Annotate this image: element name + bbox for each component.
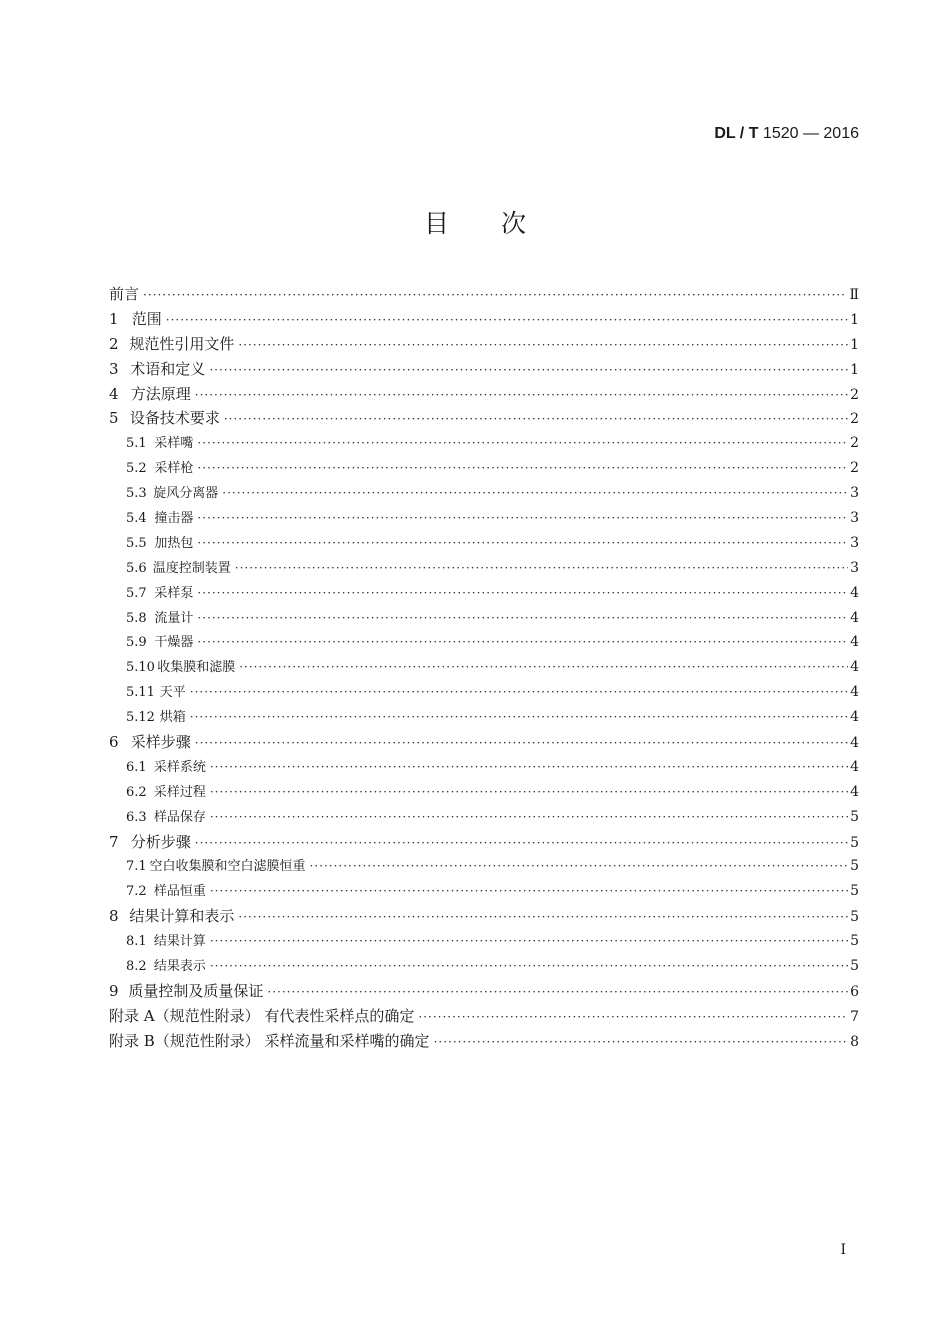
toc-entry-page: 2 xyxy=(850,411,859,428)
toc-dot-leader xyxy=(210,934,848,948)
toc-entry-page: 2 xyxy=(850,386,859,403)
toc-entry[interactable] xyxy=(109,607,859,632)
toc-dot-leader xyxy=(434,1035,849,1049)
toc-entry[interactable] xyxy=(109,557,859,582)
toc-entry[interactable] xyxy=(109,358,859,383)
toc-entry-number: 5.12 xyxy=(126,710,155,726)
toc-entry-page: 5 xyxy=(850,808,859,825)
toc-dot-leader xyxy=(222,486,848,500)
toc-entry[interactable] xyxy=(109,855,859,880)
toc-entry-label: 结果表示 xyxy=(153,959,206,975)
toc-dot-leader xyxy=(197,536,848,550)
toc-entry-number: 5.9 xyxy=(126,635,147,651)
toc-entry-label: 样品恒重 xyxy=(153,884,206,900)
toc-entry-label: 空白收集膜和空白滤膜恒重 xyxy=(149,859,306,875)
toc-entry-label: 方法原理 xyxy=(130,384,191,403)
toc-entry[interactable] xyxy=(109,333,859,358)
toc-entry-page: 1 xyxy=(850,361,859,378)
toc-entry-page: Ⅱ xyxy=(849,287,859,303)
toc-entry[interactable] xyxy=(109,283,859,308)
toc-entry-page: 3 xyxy=(850,559,859,576)
toc-dot-leader xyxy=(195,836,848,850)
toc-dot-leader xyxy=(197,461,848,475)
toc-entry-number: 3 xyxy=(109,359,119,378)
toc-entry[interactable] xyxy=(109,457,859,482)
toc-entry-label: 干燥器 xyxy=(154,635,194,651)
toc-entry-number: 5.1 xyxy=(126,436,147,452)
toc-entry-page: 4 xyxy=(850,709,859,726)
toc-entry-label: 采样枪 xyxy=(154,461,194,477)
toc-entry-page: 8 xyxy=(850,1033,859,1050)
toc-entry[interactable] xyxy=(109,681,859,706)
toc-entry[interactable] xyxy=(109,756,859,781)
toc-entry[interactable] xyxy=(109,1030,859,1055)
toc-dot-leader xyxy=(197,635,848,649)
toc-entry[interactable] xyxy=(109,308,859,333)
toc-entry-number: 7.1 xyxy=(126,859,147,875)
toc-entry-page: 3 xyxy=(850,534,859,551)
toc-entry-number: 8 xyxy=(109,907,119,926)
toc-entry-number: 6 xyxy=(109,733,119,752)
toc-entry-page: 5 xyxy=(850,958,859,975)
toc-entry-number: 5.5 xyxy=(126,535,147,551)
toc-entry-number: 5.10 xyxy=(126,660,155,676)
toc-entry-page: 5 xyxy=(850,858,859,875)
toc-entry-number: 6.1 xyxy=(126,759,147,775)
toc-entry-label: 附录 B（规范性附录） 采样流量和采样嘴的确定 xyxy=(109,1031,430,1050)
standard-code-prefix: DL / T xyxy=(714,125,759,142)
toc-entry-label: 采样过程 xyxy=(153,784,206,800)
toc-entry[interactable] xyxy=(109,582,859,607)
toc-dot-leader xyxy=(197,611,848,625)
toc-entry-number: 6.2 xyxy=(126,784,147,800)
toc-entry-page: 4 xyxy=(850,634,859,651)
toc-entry-label: 温度控制装置 xyxy=(152,560,231,576)
toc-entry[interactable] xyxy=(109,731,859,756)
toc-entry[interactable] xyxy=(109,383,859,408)
toc-entry-label: 采样系统 xyxy=(153,759,206,775)
toc-dot-leader xyxy=(197,436,848,450)
toc-dot-leader xyxy=(235,561,848,575)
toc-entry-number: 7.2 xyxy=(126,884,147,900)
toc-entry-label: 收集膜和滤膜 xyxy=(157,660,236,676)
toc-entry-page: 4 xyxy=(850,735,859,752)
toc-entry-number: 6.3 xyxy=(126,809,147,825)
toc-entry-number: 5.3 xyxy=(126,486,147,502)
toc-entry[interactable] xyxy=(109,880,859,905)
toc-entry-number: 8.1 xyxy=(126,934,147,950)
toc-entry-label: 范围 xyxy=(131,309,162,328)
toc-entry-label: 采样泵 xyxy=(154,585,194,601)
toc-entry-number: 2 xyxy=(109,334,119,353)
toc-dot-leader xyxy=(209,363,848,377)
toc-entry-label: 附录 A（规范性附录） 有代表性采样点的确定 xyxy=(109,1006,415,1025)
toc-entry-page: 1 xyxy=(850,336,859,353)
toc-entry-number: 5.11 xyxy=(126,685,155,701)
toc-entry-page: 6 xyxy=(850,983,859,1000)
toc-entry[interactable] xyxy=(109,532,859,557)
toc-entry-label: 流量计 xyxy=(154,610,194,626)
toc-dot-leader xyxy=(224,412,848,426)
toc-dot-leader xyxy=(210,760,848,774)
toc-entry[interactable] xyxy=(109,656,859,681)
toc-entry-label: 设备技术要求 xyxy=(129,409,220,428)
toc-dot-leader xyxy=(195,736,848,750)
toc-dot-leader xyxy=(210,810,848,824)
toc-entry[interactable] xyxy=(109,806,859,831)
toc-dot-leader xyxy=(418,1010,848,1024)
toc-dot-leader xyxy=(210,785,848,799)
toc-entry-label: 规范性引用文件 xyxy=(129,334,235,353)
toc-entry-label: 结果计算 xyxy=(153,934,206,950)
toc-entry-page: 5 xyxy=(850,909,859,926)
toc-entry-number: 7 xyxy=(109,832,119,851)
toc-entry-page: 2 xyxy=(850,435,859,452)
toc-entry-page: 4 xyxy=(850,609,859,626)
toc-entry-page: 4 xyxy=(850,783,859,800)
page-title: 目次 xyxy=(423,209,578,238)
toc-entry[interactable] xyxy=(109,1005,859,1030)
toc-entry[interactable] xyxy=(109,407,859,432)
toc-entry-number: 4 xyxy=(109,384,119,403)
toc-dot-leader xyxy=(197,511,848,525)
toc-entry-page: 3 xyxy=(850,485,859,502)
toc-entry-number: 8.2 xyxy=(126,959,147,975)
toc-entry-page: 4 xyxy=(850,758,859,775)
toc-entry-page: 5 xyxy=(850,933,859,950)
toc-entry-label: 术语和定义 xyxy=(130,359,206,378)
toc-entry-label: 旋风分离器 xyxy=(153,486,219,502)
toc-entry-page: 7 xyxy=(850,1008,859,1025)
toc-entry[interactable] xyxy=(109,482,859,507)
toc-entry-number: 9 xyxy=(109,981,119,1000)
toc-entry-label: 烘箱 xyxy=(159,710,186,726)
toc-dot-leader xyxy=(190,685,848,699)
toc-entry[interactable] xyxy=(109,980,859,1005)
toc-entry-label: 撞击器 xyxy=(154,511,194,527)
table-of-contents xyxy=(109,283,859,1055)
toc-dot-leader xyxy=(267,985,848,999)
toc-dot-leader xyxy=(143,288,847,302)
toc-dot-leader xyxy=(310,859,849,873)
toc-entry-page: 1 xyxy=(850,311,859,328)
toc-entry[interactable] xyxy=(109,432,859,457)
toc-entry-number: 1 xyxy=(109,309,119,328)
toc-dot-leader xyxy=(210,884,848,898)
toc-entry-label: 分析步骤 xyxy=(130,832,191,851)
toc-entry[interactable] xyxy=(109,706,859,731)
toc-dot-leader xyxy=(197,586,848,600)
toc-dot-leader xyxy=(190,710,848,724)
toc-dot-leader xyxy=(238,910,848,924)
toc-entry-label: 样品保存 xyxy=(153,809,206,825)
toc-dot-leader xyxy=(239,660,848,674)
toc-entry-page: 4 xyxy=(850,684,859,701)
toc-entry-label: 天平 xyxy=(159,685,186,701)
toc-entry-page: 2 xyxy=(850,460,859,477)
toc-entry[interactable] xyxy=(109,905,859,930)
toc-entry-number: 5.6 xyxy=(126,560,147,576)
toc-entry-page: 5 xyxy=(850,834,859,851)
toc-entry-number: 5 xyxy=(109,409,119,428)
toc-entry[interactable] xyxy=(109,781,859,806)
toc-entry[interactable] xyxy=(109,507,859,532)
toc-entry[interactable] xyxy=(109,631,859,656)
toc-entry-number: 5.4 xyxy=(126,511,147,527)
toc-entry-label: 采样嘴 xyxy=(154,436,194,452)
toc-entry[interactable] xyxy=(109,930,859,955)
toc-entry-label: 前言 xyxy=(109,285,140,303)
toc-dot-leader xyxy=(210,959,848,973)
toc-dot-leader xyxy=(195,388,848,402)
toc-dot-leader xyxy=(238,338,848,352)
toc-entry-label: 加热包 xyxy=(154,535,194,551)
toc-entry-page: 4 xyxy=(850,659,859,676)
toc-entry-page: 5 xyxy=(850,883,859,900)
toc-entry-label: 结果计算和表示 xyxy=(129,907,235,926)
standard-code xyxy=(714,125,859,143)
toc-entry-number: 5.2 xyxy=(126,461,147,477)
toc-entry-label: 采样步骤 xyxy=(130,733,191,752)
toc-dot-leader xyxy=(166,313,848,327)
toc-entry-number: 5.7 xyxy=(126,585,147,601)
standard-code-number: 1520 — 2016 xyxy=(758,125,859,142)
page-number: I xyxy=(840,1242,846,1258)
toc-entry[interactable] xyxy=(109,831,859,856)
toc-entry-label: 质量控制及质量保证 xyxy=(128,981,264,1000)
toc-entry[interactable] xyxy=(109,955,859,980)
toc-entry-page: 3 xyxy=(850,510,859,527)
toc-entry-page: 4 xyxy=(850,584,859,601)
toc-entry-number: 5.8 xyxy=(126,610,147,626)
